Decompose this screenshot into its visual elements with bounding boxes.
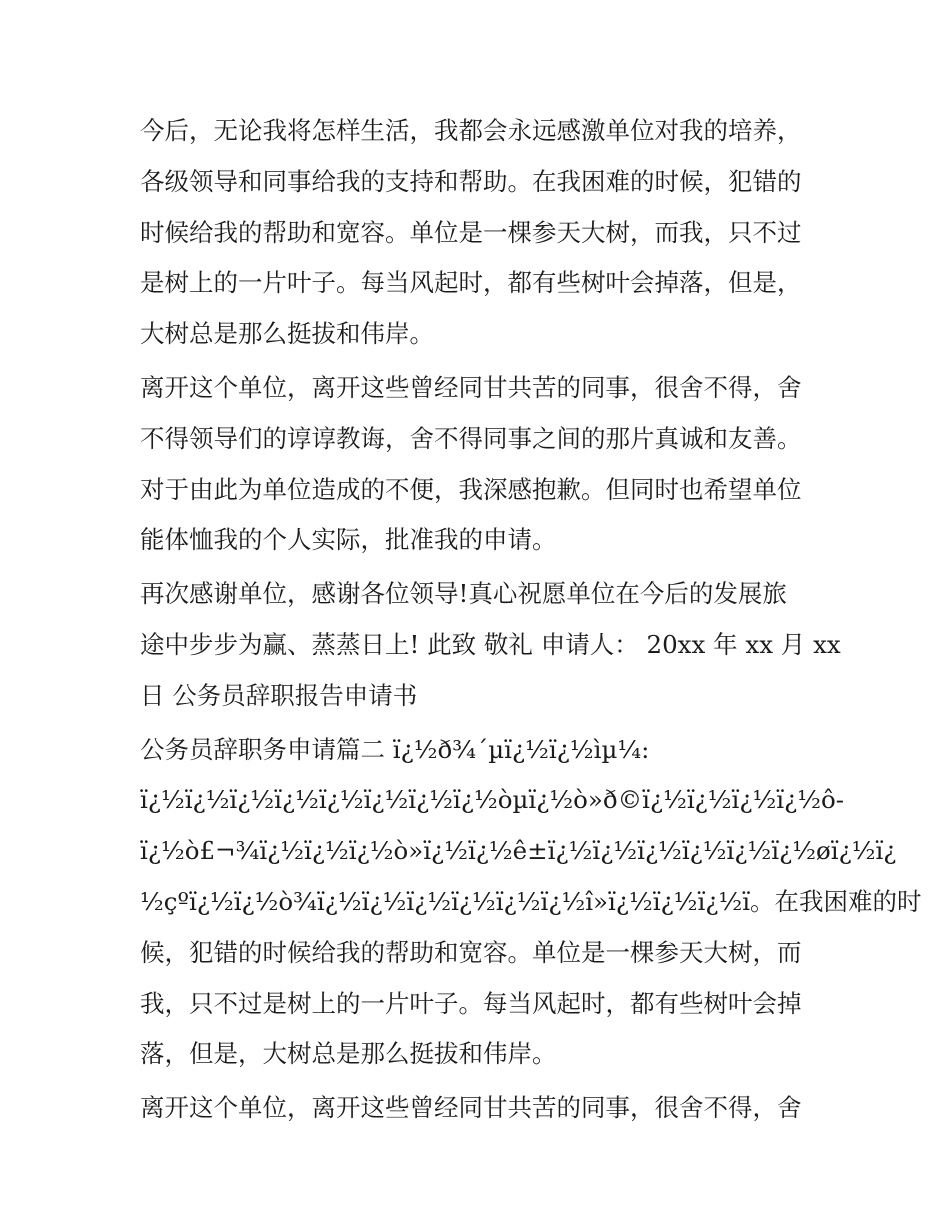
text-line: 再次感谢单位，感谢各位领导!真心祝愿单位在今后的发展旅 (140, 579, 787, 609)
text-line: 我，只不过是树上的一片叶子。每当风起时，都有些树叶会掉 (140, 988, 802, 1018)
text-line: 日 公务员辞职报告申请书 (140, 680, 418, 710)
text-line: 离开这个单位，离开这些曾经同甘共苦的同事，很舍不得，舍 (140, 372, 802, 402)
text-line: 时候给我的帮助和宽容。单位是一棵参天大树，而我，只不过 (140, 217, 802, 247)
text-line: ï¿½ò£¬¾ï¿½ï¿½ï¿½ò»ï¿½ï¿½ê±ï¿½ï¿½ï¿½ï¿½ï¿½ï¿½øï¿½ï¿ (140, 836, 897, 866)
text-line: 能体恤我的个人实际，批准我的申请。 (140, 525, 557, 555)
text-line: ½çºï¿½ï¿½ò¾ï¿½ï¿½ï¿½ï¿½ï¿½ï¿½î»ï¿½ï¿½ï¿½ï。在我困难的时 (140, 886, 922, 916)
text-line: 不得领导们的谆谆教诲，舍不得同事之间的那片真诚和友善。 (140, 423, 802, 453)
text-line: 公务员辞职务申请篇二 ï¿½ð¾´µï¿½ï¿½ìµ¼: (140, 734, 650, 764)
text-line: 对于由此为单位造成的不便，我深感抱歉。但同时也希望单位 (140, 474, 802, 504)
text-line: 途中步步为赢、蒸蒸日上! 此致 敬礼 申请人： 20xx 年 xx 月 xx (140, 629, 841, 659)
text-line: 候，犯错的时候给我的帮助和宽容。单位是一棵参天大树，而 (140, 937, 802, 967)
text-line: 是树上的一片叶子。每当风起时，都有些树叶会掉落，但是， (140, 268, 802, 298)
text-line: 离开这个单位，离开这些曾经同甘共苦的同事，很舍不得，舍 (140, 1093, 802, 1123)
text-line: 今后，无论我将怎样生活，我都会永远感激单位对我的培养， (140, 116, 802, 145)
text-line: 落，但是，大树总是那么挺拔和伟岸。 (140, 1039, 557, 1069)
document-body (140, 106, 922, 1134)
text-line: 大树总是那么挺拔和伟岸。 (140, 319, 434, 349)
text-line: ï¿½ï¿½ï¿½ï¿½ï¿½ï¿½ï¿½ï¿½òµï¿½ò»ð©ï¿½ï¿½ï¿½ï¿½ô- (140, 785, 845, 815)
text-line: 各级领导和同事给我的支持和帮助。在我困难的时候，犯错的 (140, 166, 802, 196)
